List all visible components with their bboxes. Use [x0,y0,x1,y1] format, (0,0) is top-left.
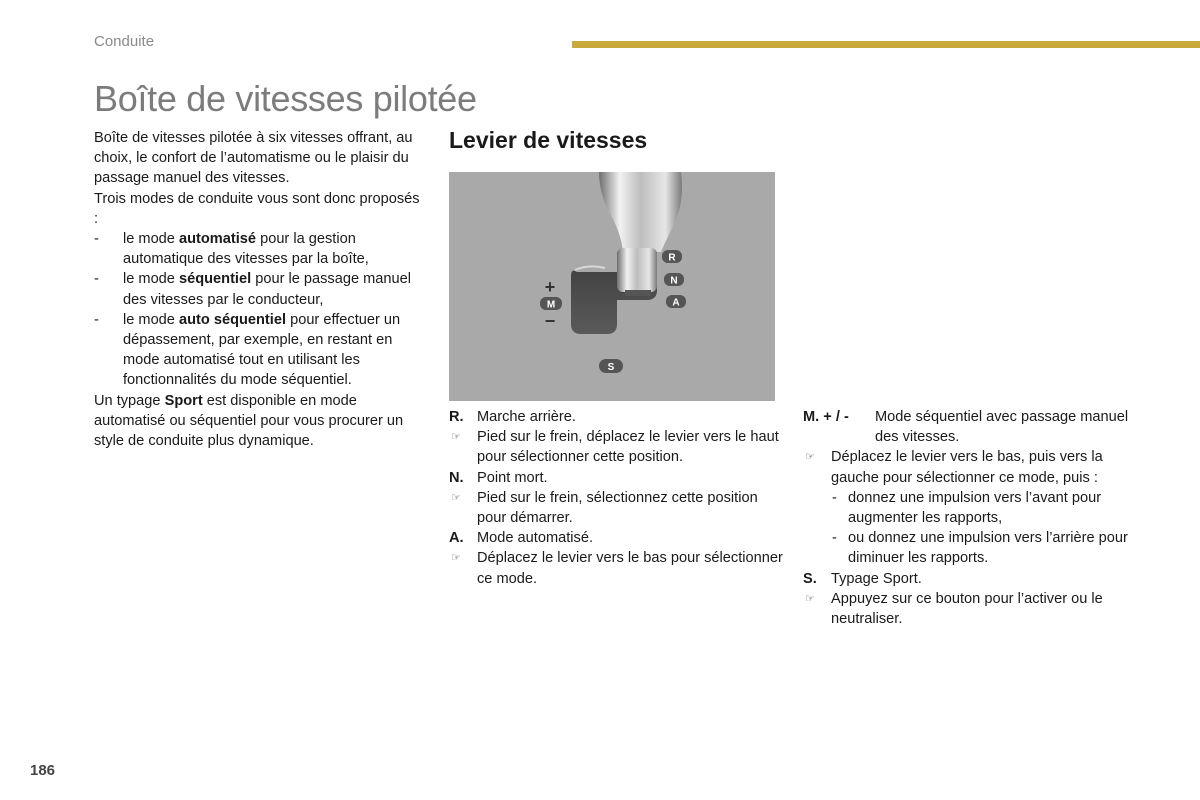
pointing-hand-icon: ☞ [805,451,815,464]
list-item: ☞ Pied sur le frein, déplacez le levier vers le haut pour sélectionner cette position. [451,429,779,466]
position-n-badge [664,273,684,287]
intro-paragraph: Un typage Sport est disponible en mode automatisé ou séquentiel pour vous procurer un style de conduite plus dynamique. [94,392,404,450]
lever-base [617,248,657,292]
lever-positions-list [449,407,789,589]
pointing-hand-icon: ☞ [451,552,461,565]
list-item: N. Point mort. [449,468,789,488]
position-key: A. [449,530,464,547]
list-item: - donnez une impulsion vers l’avant pour augmenter les rapports, [832,489,1102,527]
dash: - [94,271,99,288]
list-item: ☞ Déplacez le levier vers le bas, puis vers la gauche pour sélectionner ce mode, puis : [805,449,1103,486]
position-key: N. [449,469,464,486]
page-title: Boîte de vitesses pilotée [94,78,477,119]
svg-text:N: N [670,275,678,287]
svg-text:A: A [672,297,680,309]
position-key: S. [803,570,817,587]
list-item: S. Typage Sport. [803,569,1133,589]
list-item: ☞ Appuyez sur ce bouton pour l’activer ou le neutraliser. [805,590,1103,628]
dash: - [832,489,837,506]
list-item: - ou donnez une impulsion vers l’arrière pour diminuer les rapports. [832,530,1128,567]
svg-text:S: S [607,362,615,373]
list-item: - le mode séquentiel pour le passage manuel des vitesses par le conducteur, [94,271,411,308]
intro-paragraph: Trois modes de conduite vous sont donc proposés : [94,190,420,227]
minus-symbol: − [544,311,556,331]
position-r-badge [662,250,682,264]
list-item: - le mode auto séquentiel pour effectuer un dépassement, par exemple, en restant en mode automatisé tout en utilisant les fonctionnalités du mode séquentiel. [94,311,401,389]
list-item: ☞ Déplacez le levier vers le bas pour sélectionner ce mode. [451,550,783,587]
position-key: M. + / - [803,409,849,425]
page-number: 186 [30,762,56,779]
list-item: M. + / - Mode séquentiel avec passage manuel des vitesses. [803,409,1129,446]
section-label: Conduite [94,33,155,50]
pointing-hand-icon: ☞ [451,431,461,444]
intro-text [94,128,424,451]
dash: - [94,311,99,328]
dash: - [94,231,99,248]
intro-paragraph: Boîte de vitesses pilotée à six vitesses offrant, au choix, le confort de l’automatisme ou le plaisir du passage manuel des vitesses. [94,130,413,187]
svg-text:M: M [546,299,556,311]
sport-button [599,359,623,373]
dash: - [832,530,837,547]
position-key: R. [449,409,464,425]
sequential-mode-list [803,407,1133,629]
list-item: ☞ Pied sur le frein, sélectionnez cette position pour démarrer. [451,489,758,527]
gear-lever-illustration [449,172,775,401]
position-a-badge [666,295,686,309]
list-item: R. Marche arrière. [449,407,789,427]
svg-text:R: R [668,252,676,264]
pointing-hand-icon: ☞ [805,592,815,605]
plus-symbol: + [544,277,556,297]
position-m-badge [540,297,562,311]
section-subtitle: Levier de vitesses [449,127,648,153]
header-accent-bar [572,41,1200,48]
list-item: - le mode automatisé pour la gestion automatique des vitesses par la boîte, [94,231,369,268]
list-item: A. Mode automatisé. [449,528,789,548]
pointing-hand-icon: ☞ [451,491,461,504]
